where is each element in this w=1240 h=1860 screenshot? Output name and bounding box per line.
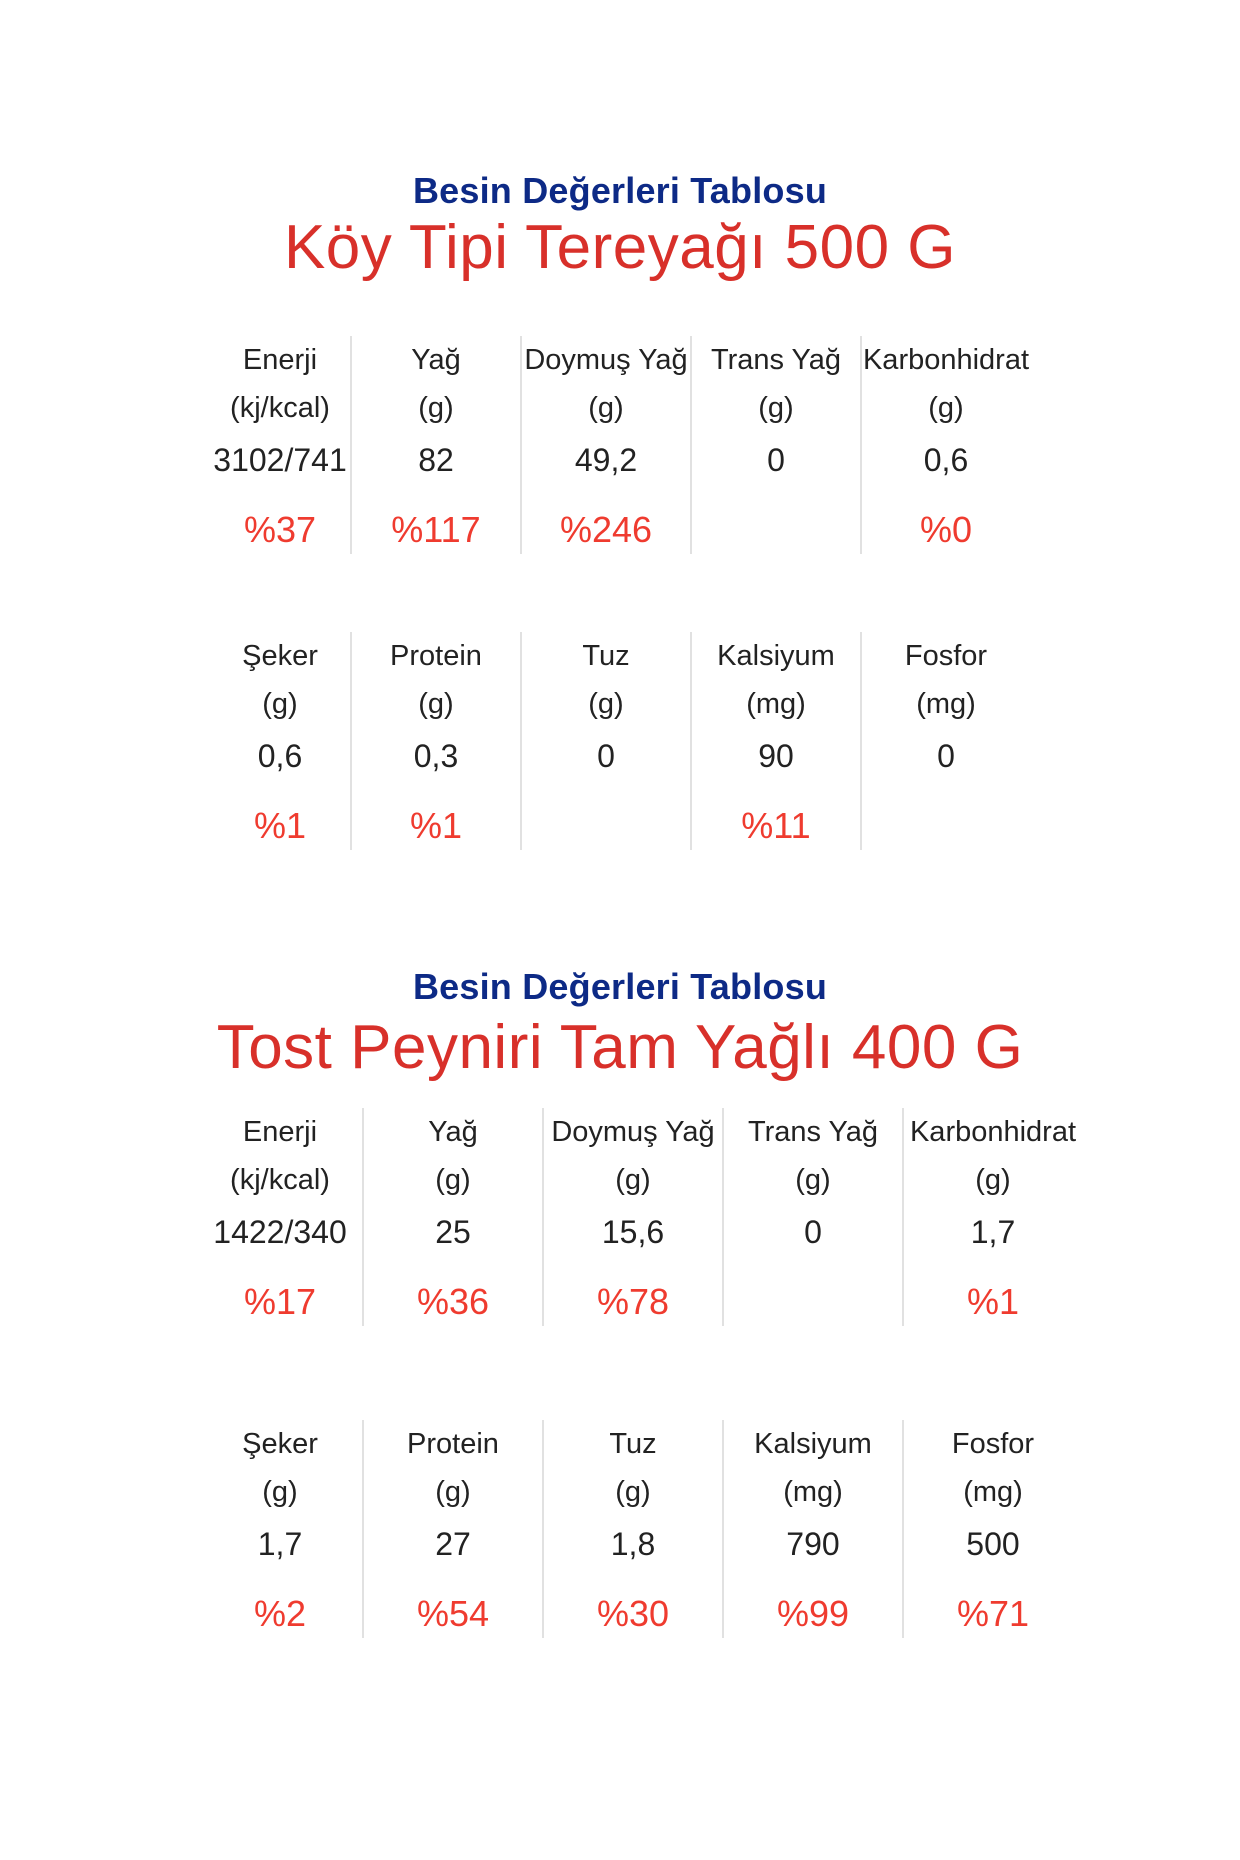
daily-percent: %99 (776, 1593, 850, 1634)
nutrient-value: 0 (597, 738, 615, 774)
nutrient-cell-carbohydrate (902, 1108, 1082, 1326)
nutrient-value: 1,7 (970, 1214, 1016, 1250)
daily-percent: %2 (253, 1593, 307, 1634)
nutrient-value: 0 (804, 1214, 822, 1250)
nutrient-cell-saturated-fat (542, 1108, 722, 1326)
daily-percent: %0 (919, 509, 973, 550)
nutrient-unit: (g) (588, 392, 624, 424)
nutrient-unit: (mg) (916, 688, 976, 720)
nutrient-name: Şeker (242, 640, 318, 672)
daily-percent: %246 (559, 509, 653, 550)
nutrient-cell-salt (542, 1420, 722, 1638)
nutrient-value: 1,7 (257, 1526, 303, 1562)
daily-percent: %11 (741, 805, 811, 846)
daily-percent (692, 506, 860, 554)
section-subtitle: Besin Değerleri Tablosu (412, 966, 828, 1007)
daily-percent: %1 (966, 1281, 1020, 1322)
nutrient-cell-saturated-fat (520, 336, 690, 554)
nutrient-name: Trans Yağ (747, 1116, 879, 1148)
nutrient-name: Kalsiyum (717, 640, 835, 672)
nutrient-value: 90 (758, 738, 794, 774)
nutrient-unit: (g) (262, 1476, 298, 1508)
nutrient-unit: (g) (615, 1164, 651, 1196)
nutrient-cell-sugar (198, 1420, 362, 1638)
daily-percent: %117 (391, 509, 481, 550)
nutrient-name: Enerji (242, 1116, 318, 1148)
nutrient-row (210, 632, 1030, 850)
nutrient-unit: (g) (795, 1164, 831, 1196)
daily-percent: %36 (416, 1281, 490, 1322)
nutrient-name: Protein (390, 640, 482, 672)
nutrient-cell-phosphorus (860, 632, 1030, 850)
nutrient-row (198, 1108, 1082, 1326)
nutrient-row (210, 336, 1030, 554)
nutrient-name: Yağ (428, 1116, 478, 1148)
nutrient-cell-energy (210, 336, 350, 554)
nutrient-cell-fat (350, 336, 520, 554)
nutrient-value: 790 (786, 1526, 840, 1562)
nutrient-name: Trans Yağ (710, 344, 842, 376)
nutrient-unit: (mg) (963, 1476, 1023, 1508)
nutrient-unit: (kj/kcal) (230, 392, 330, 424)
nutrient-value: 15,6 (601, 1214, 665, 1250)
daily-percent: %17 (243, 1281, 317, 1322)
nutrient-value: 1,8 (610, 1526, 656, 1562)
nutrient-cell-phosphorus (902, 1420, 1082, 1638)
nutrient-unit: (mg) (746, 688, 806, 720)
nutrient-value: 25 (435, 1214, 471, 1250)
nutrient-name: Karbonhidrat (909, 1116, 1077, 1148)
nutrient-cell-energy (198, 1108, 362, 1326)
daily-percent (724, 1278, 902, 1326)
daily-percent: %30 (596, 1593, 670, 1634)
nutrient-unit: (g) (418, 392, 454, 424)
daily-percent: %54 (416, 1593, 490, 1634)
nutrient-unit: (g) (928, 392, 964, 424)
nutrient-name: Doymuş Yağ (551, 1116, 715, 1148)
daily-percent: %1 (253, 805, 307, 846)
nutrient-cell-calcium (690, 632, 860, 850)
nutrient-cell-trans-fat (722, 1108, 902, 1326)
nutrient-name: Fosfor (904, 640, 988, 672)
product-title: Köy Tipi Tereyağı 500 G (283, 213, 957, 282)
nutrient-unit: (g) (975, 1164, 1011, 1196)
nutrient-cell-protein (350, 632, 520, 850)
daily-percent: %1 (409, 805, 463, 846)
nutrient-value: 0,3 (413, 738, 459, 774)
nutrient-name: Karbonhidrat (862, 344, 1030, 376)
product-title: Tost Peyniri Tam Yağlı 400 G (216, 1013, 1024, 1082)
nutrient-value: 0,6 (923, 442, 969, 478)
nutrient-value: 49,2 (574, 442, 638, 478)
nutrient-value: 27 (435, 1526, 471, 1562)
nutrient-cell-calcium (722, 1420, 902, 1638)
nutrient-cell-trans-fat (690, 336, 860, 554)
nutrient-value: 500 (966, 1526, 1020, 1562)
nutrient-name: Protein (407, 1428, 499, 1460)
daily-percent (862, 802, 1030, 850)
nutrient-unit: (g) (418, 688, 454, 720)
nutrient-value: 0 (937, 738, 955, 774)
nutrient-unit: (kj/kcal) (230, 1164, 330, 1196)
nutrient-unit: (g) (262, 688, 298, 720)
nutrient-name: Fosfor (951, 1428, 1035, 1460)
nutrient-value: 1422/340 (213, 1214, 347, 1250)
nutrient-value: 3102/741 (213, 442, 347, 478)
nutrient-name: Şeker (242, 1428, 318, 1460)
daily-percent: %71 (956, 1593, 1030, 1634)
nutrient-unit: (g) (758, 392, 794, 424)
daily-percent: %37 (243, 509, 317, 550)
daily-percent: %78 (596, 1281, 670, 1322)
nutrient-name: Tuz (609, 1428, 657, 1460)
nutrient-name: Kalsiyum (754, 1428, 872, 1460)
nutrient-unit: (mg) (783, 1476, 843, 1508)
nutrient-cell-protein (362, 1420, 542, 1638)
nutrient-unit: (g) (588, 688, 624, 720)
nutrient-row (198, 1420, 1082, 1638)
nutrient-name: Tuz (582, 640, 630, 672)
section-subtitle: Besin Değerleri Tablosu (412, 170, 828, 211)
nutrient-unit: (g) (435, 1476, 471, 1508)
nutrient-cell-carbohydrate (860, 336, 1030, 554)
nutrient-value: 0,6 (257, 738, 303, 774)
nutrient-unit: (g) (615, 1476, 651, 1508)
nutrient-unit: (g) (435, 1164, 471, 1196)
nutrient-name: Enerji (242, 344, 318, 376)
nutrient-name: Doymuş Yağ (524, 344, 688, 376)
nutrient-cell-sugar (210, 632, 350, 850)
nutrient-value: 82 (418, 442, 454, 478)
nutrient-cell-fat (362, 1108, 542, 1326)
nutrient-name: Yağ (411, 344, 461, 376)
nutrient-value: 0 (767, 442, 785, 478)
daily-percent (522, 802, 690, 850)
nutrient-cell-salt (520, 632, 690, 850)
